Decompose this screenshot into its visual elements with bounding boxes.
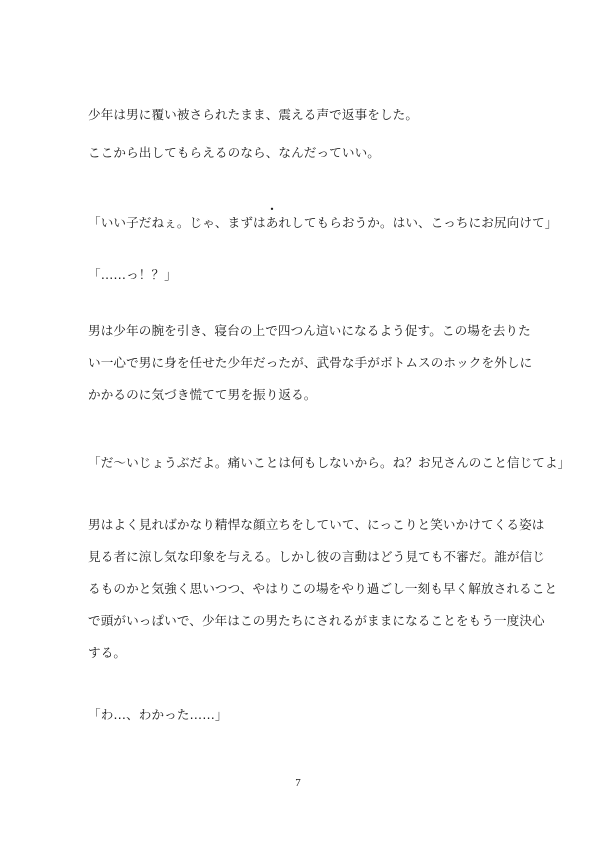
- paragraph-line: 男はよく見ればかなり精悍な顔立ちをしていて、にっこりと笑いかけてくる姿は: [88, 517, 545, 532]
- dialogue-line-emphasis: [88, 215, 558, 231]
- dialogue-line: 「わ…、わかった……」: [88, 707, 228, 722]
- paragraph-line: るものかと気強く思いつつ、やはりこの場をやり過ごし一刻も早く解放されること: [88, 581, 558, 596]
- paragraph-line: する。: [88, 645, 127, 660]
- dialogue-text: 「いい子だねぇ。じゃ、まず: [88, 215, 254, 230]
- paragraph-line: 見る者に涼し気な印象を与える。しかし彼の言動はどう見ても不審だ。誰が信じ: [88, 549, 545, 564]
- dialogue-line: 「……っ！？」: [88, 267, 177, 282]
- paragraph-line: 男は少年の腕を引き、寝台の上で四つん這いになるよう促す。この場を去りた: [88, 323, 531, 338]
- paragraph-line: ここから出してもらえるのなら、なんだっていい。: [88, 145, 380, 160]
- dialogue-line: 「だ〜いじょうぶだよ。痛いことは何もしないから。ね？お兄さんのこと信じてよ」: [88, 455, 571, 470]
- paragraph-line: かかるのに気づき慌てて男を振り返る。: [88, 387, 317, 402]
- paragraph-line: い一心で男に身を任せた少年だったが、武骨な手がボトムスのホックを外しに: [88, 355, 533, 370]
- paragraph-line: 少年は男に覆い被さられたまま、震える声で返事をした。: [88, 107, 419, 122]
- dialogue-text: してもらおうか。はい、こっちにお尻向けて」: [291, 215, 558, 230]
- paragraph-line: で頭がいっぱいで、少年はこの男たちにされるがままになることをもう一度決心: [88, 613, 545, 628]
- page-number: 7: [295, 777, 301, 789]
- emphasis-dots: はあれ: [253, 215, 292, 230]
